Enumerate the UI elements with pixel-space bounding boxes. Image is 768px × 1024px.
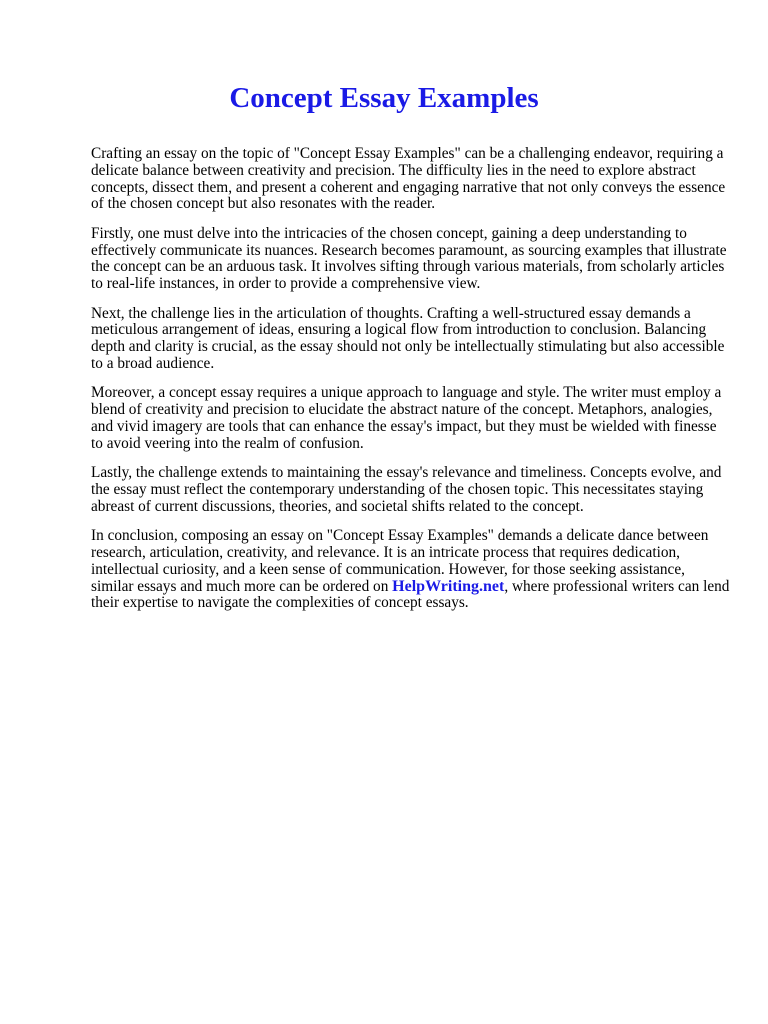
document-title: Concept Essay Examples — [229, 82, 539, 114]
conclusion-text-before-link: In conclusion, composing an essay on "Concept Essay Examples" demands a delicate dance between research, articulation, creativity, and relevance. It is an intricate process that requires dedication, intellectual curiosity, and a keen sense of communication. However, for those seeking assistance, similar essays and much more can be ordered on — [91, 527, 709, 595]
conclusion-text-after-link: , where professional writers can lend their expertise to navigate the complexities of concept essays. — [91, 577, 730, 612]
paragraph-research: Firstly, one must delve into the intricacies of the chosen concept, gaining a deep understanding to effectively communicate its nuances. Research becomes paramount, as sourcing examples that illustrate the concept can be an arduous task. It involves sifting through various materials, from scholarly articles to real-life instances, in order to provide a comprehensive view. — [91, 224, 727, 293]
paragraph-intro: Crafting an essay on the topic of "Concept Essay Examples" can be a challenging endeavor, requiring a delicate balance between creativity and precision. The difficulty lies in the need to explore abstract concepts, dissect them, and present a coherent and engaging narrative that not only conveys the essence of the chosen concept but also resonates with the reader. — [91, 145, 726, 213]
document-body — [91, 146, 731, 625]
paragraph-conclusion — [91, 528, 731, 612]
paragraph-articulation: Next, the challenge lies in the articulation of thoughts. Crafting a well-structured essay demands a meticulous arrangement of ideas, ensuring a logical flow from introduction to conclusion. Balancing depth and clarity is crucial, as the essay should not only be intellectually stimulating but also accessible to a broad audience. — [91, 304, 725, 372]
helpwriting-link[interactable]: HelpWriting.net — [392, 577, 505, 595]
paragraph-relevance: Lastly, the challenge extends to maintaining the essay's relevance and timeliness. Concepts evolve, and the essay must reflect the contemporary understanding of the chosen topic. This necessitates staying abreast of current discussions, theories, and societal shifts related to the concept. — [91, 464, 722, 515]
paragraph-style: Moreover, a concept essay requires a unique approach to language and style. The writer must employ a blend of creativity and precision to elucidate the abstract nature of the concept. Metaphors, analogies, and vivid imagery are tools that can enhance the essay's impact, but they must be wielded with finesse to avoid veering into the realm of confusion. — [91, 384, 722, 452]
